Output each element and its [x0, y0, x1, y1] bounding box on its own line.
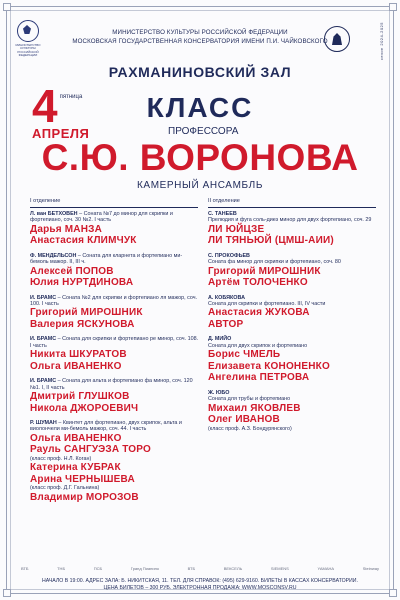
part-label: I отделение	[30, 198, 61, 204]
frame-corner	[3, 3, 11, 11]
composer-name: Ж. ЮБО	[208, 389, 230, 396]
sponsor-logo: ТНБ	[57, 565, 66, 571]
performer-name: Владимир МОРОЗОВ	[30, 491, 139, 503]
hall-name: РАХМАНИНОВСКИЙ ЗАЛ	[108, 64, 292, 80]
sponsor-logo: ВТБ	[187, 565, 196, 571]
work-title: Соната для двух скрипок и фортепиано	[208, 342, 308, 349]
performer-name: Олег ИВАНОВ	[208, 414, 280, 426]
performer-name: Никола ДЖОРОЕВИЧ	[30, 402, 139, 414]
sponsor-logo: ПСБ	[93, 565, 103, 571]
composer-name: Л. ван БЕТХОВЕН	[30, 211, 78, 217]
performer-name: ЛИ ЮЙЦЗЕ	[208, 223, 265, 235]
sponsor-strip	[20, 562, 380, 574]
title-klass: КЛАСС	[146, 92, 254, 123]
work-description	[30, 420, 200, 433]
class-note: (класс проф. А.З. Бондурянского)	[208, 425, 292, 432]
program-part-2	[208, 198, 378, 438]
work-title: – Соната №2 для скрипки и фортепиано ля мажор, соч. 100. I часть	[30, 294, 198, 308]
conservatory-logo-icon	[324, 26, 350, 52]
program-item	[30, 336, 200, 372]
performer-name: Ольга ИВАНЕНКО	[30, 360, 122, 372]
organizers	[70, 28, 330, 46]
composer-name: Р. ШУМАН	[30, 420, 57, 427]
composer-name: И. БРАМС	[30, 294, 57, 301]
ministry-logo	[14, 20, 42, 56]
work-description	[208, 336, 378, 349]
program-item	[208, 253, 378, 289]
program-item	[30, 420, 200, 503]
sponsor-logo: YAMAHA	[317, 565, 335, 571]
org-line-1: МИНИСТЕРСТВО КУЛЬТУРЫ РОССИЙСКОЙ ФЕДЕРАЦИИ	[112, 29, 288, 36]
performer-name: Елизавета КОНОНЕНКО	[208, 360, 330, 372]
program-item	[208, 390, 378, 432]
sponsor-logo: ВТБ	[21, 565, 29, 571]
performer-name: Артём ТОЛОЧЕНКО	[208, 277, 308, 289]
work-title: – Соната для альта и фортепиано фа минор, соч. 120 №1. I, II часть	[30, 378, 193, 391]
work-description	[30, 211, 200, 224]
composer-name: Д. МИЙО	[208, 336, 232, 343]
work-description	[208, 211, 378, 224]
work-title: Прелюдия и фуга соль-диез минор для двух фортепиано, соч. 29	[208, 217, 372, 224]
work-description	[30, 295, 200, 308]
performer-name: Михаил ЯКОВЛЕВ	[208, 402, 301, 414]
performer-name: Алексей ПОПОВ	[30, 265, 114, 277]
footer-line-2: ЦЕНА БИЛЕТОВ – 300 РУБ. ЭЛЕКТРОННАЯ ПРОДАЖА: WWW.MOSCONSV.RU	[103, 585, 297, 591]
professor-name: С.Ю. ВОРОНОВА	[41, 137, 359, 178]
date-weekday: пятница	[59, 94, 83, 100]
composer-name: И. БРАМС	[30, 378, 57, 385]
class-note: (класс проф. Н.Л. Коган)	[30, 455, 92, 462]
performer-name: Григорий МИРОШНИК	[208, 265, 321, 277]
work-description	[208, 253, 378, 266]
performer-name: Ольга ИВАНЕНКО	[30, 432, 122, 444]
title-professor: ПРОФЕССОРА	[168, 126, 239, 137]
performer-name: Юлия НУРТДИНОВА	[30, 277, 134, 289]
performer-name: Дмитрий ГЛУШКОВ	[30, 391, 130, 403]
work-description	[208, 390, 378, 403]
composer-name: И. БРАМС	[30, 336, 57, 343]
ensemble-subtitle: КАМЕРНЫЙ АНСАМБЛЬ	[137, 180, 263, 191]
work-title: Соната для трубы и фортепиано	[208, 396, 291, 403]
emblem-icon	[17, 20, 39, 42]
program-item	[30, 211, 200, 247]
performer-name: Григорий МИРОШНИК	[30, 307, 143, 319]
work-description	[30, 378, 200, 391]
sponsor-logo: ВЕКСЕЛЬ	[223, 565, 243, 571]
sponsor-logo: Гранд Пианино	[130, 565, 160, 571]
performer-name: ЛИ ТЯНЬЮЙ (ЦМШ-АИИ)	[208, 235, 334, 247]
program-item	[30, 378, 200, 414]
date-day: 4	[32, 80, 58, 132]
divider	[30, 207, 198, 208]
program-item	[208, 211, 378, 247]
ministry-logo-caption: МИНИСТЕРСТВО КУЛЬТУРЫ РОССИЙСКОЙ ФЕДЕРАЦИИ	[15, 43, 41, 57]
performer-name: Арина ЧЕРНЫШЕВА	[30, 473, 135, 485]
performer-name: Ангелина ПЕТРОВА	[208, 372, 310, 384]
part-label: II отделение	[208, 198, 240, 204]
performer-name: Катерина КУБРАК	[30, 462, 121, 474]
sponsor-logo: SIEMENS	[270, 565, 289, 571]
work-title: Соната фа минор для скрипки и фортепиано, соч. 80	[208, 259, 341, 266]
composer-name: А. КОБЯКОВА	[208, 294, 245, 301]
performer-name: Дарья МАНЗА	[30, 223, 103, 235]
performer-name: Анастасия ЖУКОВА	[208, 307, 310, 319]
performer-name: Валерия ЯСКУНОВА	[30, 318, 135, 330]
work-title: – Соната для кларнета и фортепиано ми-бемоль мажор. II, III ч.	[30, 252, 183, 266]
composer-name: С. ТАНЕЕВ	[208, 211, 237, 217]
performer-name: Анастасия КЛИМЧУК	[30, 235, 137, 247]
work-title: Соната для скрипки и фортепиано. III, IV части	[208, 301, 326, 308]
org-line-2: МОСКОВСКАЯ ГОСУДАРСТВЕННАЯ КОНСЕРВАТОРИЯ ИМЕНИ П.И. ЧАЙКОВСКОГО	[72, 38, 328, 45]
work-description	[30, 253, 200, 266]
divider	[208, 207, 376, 208]
performer-name: АВТОР	[208, 318, 244, 330]
work-description	[30, 336, 200, 349]
work-description	[208, 295, 378, 308]
program-item	[208, 295, 378, 331]
work-title: – Квинтет для фортепиано, двух скрипок, альта и виолончели ми-бемоль мажор, соч. 44. I часть	[30, 420, 182, 433]
work-title: – Соната для скрипки и фортепиано ре минор, соч. 108. I часть	[30, 336, 199, 349]
program-item	[30, 253, 200, 289]
program-item	[208, 336, 378, 383]
class-note: (класс проф. Д.Г. Гальнина)	[30, 485, 100, 492]
composer-name: Ф. МЕНДЕЛЬСОН	[30, 252, 77, 259]
performer-name: Борис ЧМЕЛЬ	[208, 349, 281, 361]
footer-line-1: НАЧАЛО В 19:00. АДРЕС ЗАЛА: Б. НИКИТСКАЯ, 11. ТЕЛ. ДЛЯ СПРАВОК: (495) 629-9160. БИЛЕТЫ В КАССАХ КОНСЕРВАТОРИИ.	[42, 578, 358, 584]
program-part-1	[30, 198, 200, 509]
frame-corner	[389, 3, 397, 11]
performer-name: Рауль САНГУЭЗА ТОРО	[30, 444, 151, 456]
work-title: – Соната №7 до минор для скрипки и фортепиано, соч. 30 №2. I часть	[30, 211, 173, 224]
sponsor-logo: Steinway	[362, 565, 379, 571]
season-label: сезон 2024-2025	[379, 22, 384, 61]
composer-name: С. ПРОКОФЬЕВ	[208, 252, 250, 259]
date-month: АПРЕЛЯ	[32, 126, 90, 141]
performer-name: Никита ШКУРАТОВ	[30, 349, 127, 361]
footer	[0, 578, 400, 592]
program-item	[30, 295, 200, 331]
